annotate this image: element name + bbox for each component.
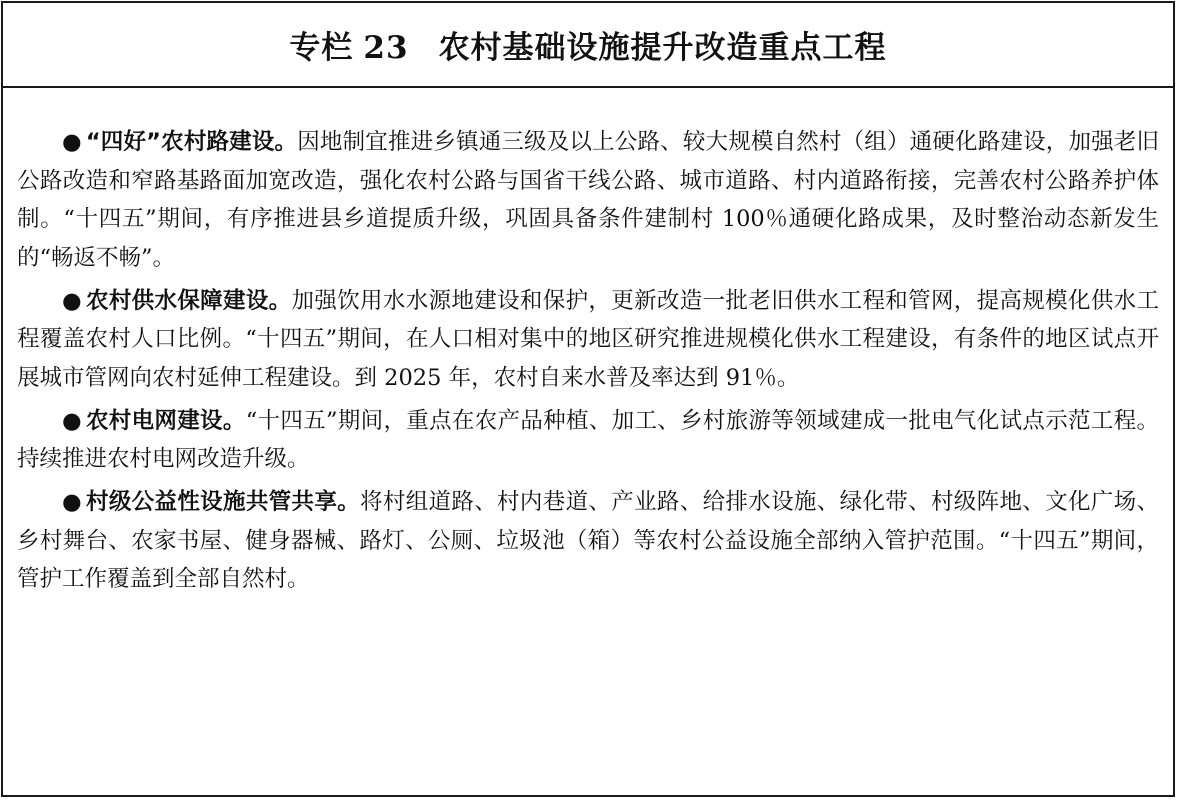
- item-public-facilities: [17, 483, 1159, 599]
- item-text: 因地制宜推进乡镇通三级及以上公路、较大规模自然村（组）通硬化路建设，加强老旧公路改造和窄路基路面加宽改造，强化农村公路与国省干线公路、城市道路、村内道路衔接，完善农村公路养护体制。“十四五”期间，有序推进县乡道提质升级，巩固具备条件建制村 100％通硬化路成果，及时整治动态新发生的“畅返不畅”。: [17, 129, 1159, 271]
- column-header: [3, 3, 1173, 88]
- bullet-icon: ●: [62, 489, 82, 515]
- item-text: “十四五”期间，重点在农产品种植、加工、乡村旅游等领域建成一批电气化试点示范工程。持续推进农村电网改造升级。: [17, 407, 1159, 472]
- item-power-grid: [17, 402, 1159, 479]
- column-title: [289, 22, 886, 67]
- bullet-icon: ●: [62, 407, 82, 434]
- item-lead: “四好”农村路建设。: [85, 129, 298, 155]
- item-text: 将村组道路、村内巷道、产业路、给排水设施、绿化带、村级阵地、文化广场、乡村舞台、农家书屋、健身器械、路灯、公厕、垃圾池（箱）等农村公益设施全部纳入管护范围。“十四五”期间，管护工作覆盖到全部自然村。: [17, 489, 1159, 592]
- item-water-supply: [17, 282, 1159, 398]
- bullet-icon: ●: [62, 129, 82, 155]
- column-label: 专栏: [289, 30, 354, 66]
- bullet-icon: ●: [62, 287, 82, 314]
- item-lead: 村级公益性设施共管共享。: [85, 489, 361, 515]
- item-rural-roads: [17, 123, 1159, 277]
- column-content: [17, 123, 1159, 599]
- item-text: 加强饮用水水源地建设和保护，更新改造一批老旧供水工程和管网，提高规模化供水工程覆盖农村人口比例。“十四五”期间，在人口相对集中的地区研究推进规模化供水工程建设，有条件的地区试点开展城市管网向农村延伸工程建设。到 2025 年，农村自来水普及率达到 91％。: [17, 287, 1159, 391]
- column-title-text: 农村基础设施提升改造重点工程: [438, 30, 887, 66]
- item-lead: 农村供水保障建设。: [85, 287, 292, 314]
- column-box: [1, 1, 1175, 797]
- column-number: 23: [363, 30, 409, 66]
- item-lead: 农村电网建设。: [85, 407, 246, 434]
